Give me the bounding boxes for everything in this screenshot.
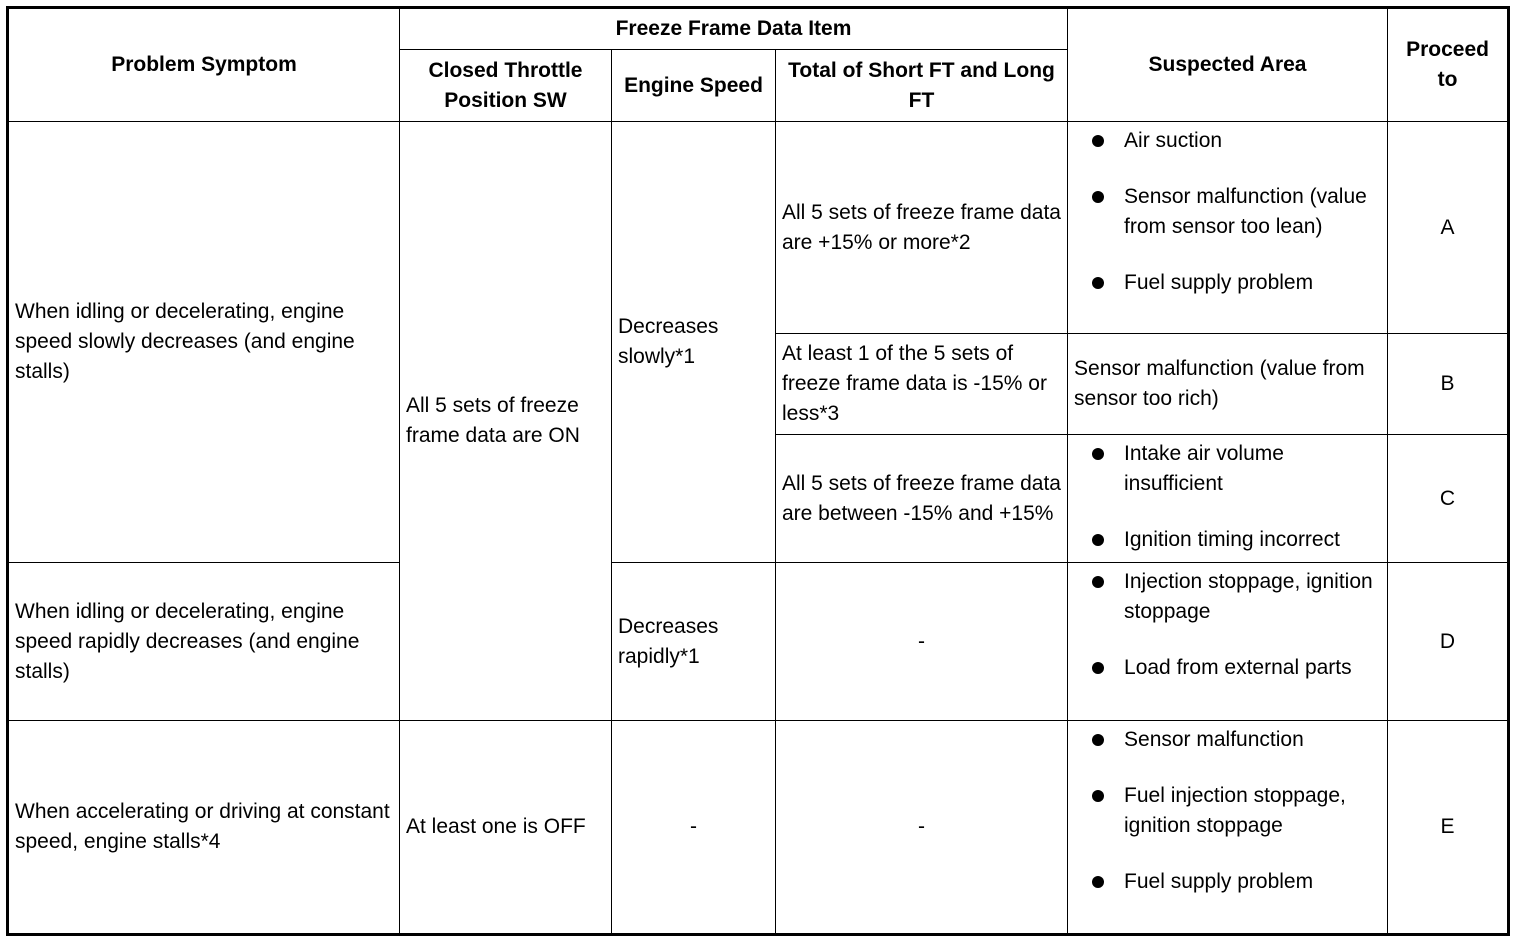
suspected-area-c xyxy=(1068,435,1388,563)
ft-dash-d: - xyxy=(776,563,1068,721)
list-item: Injection stoppage, ignition stoppage xyxy=(1074,567,1381,627)
engine-speed-decreases-rapidly: Decreases rapidly*1 xyxy=(612,563,776,721)
suspected-list-e xyxy=(1074,725,1381,897)
proceed-b: B xyxy=(1388,334,1509,435)
header-closed-throttle-position-sw: Closed Throttle Position SW xyxy=(400,50,612,122)
proceed-e: E xyxy=(1388,721,1509,935)
proceed-a: A xyxy=(1388,122,1509,334)
suspected-area-e xyxy=(1068,721,1388,935)
ft-plus-15-or-more: All 5 sets of freeze frame data are +15% or more*2 xyxy=(776,122,1068,334)
header-proceed-to: Proceed to xyxy=(1388,8,1509,122)
list-item: Fuel supply problem xyxy=(1074,268,1381,298)
ft-dash-e: - xyxy=(776,721,1068,935)
header-freeze-frame-data-item: Freeze Frame Data Item xyxy=(400,8,1068,50)
engine-speed-decreases-slowly: Decreases slowly*1 xyxy=(612,122,776,563)
ft-minus-15-or-less: At least 1 of the 5 sets of freeze frame data is -15% or less*3 xyxy=(776,334,1068,435)
list-item: Fuel injection stoppage, ignition stoppage xyxy=(1074,781,1381,841)
list-item: Load from external parts xyxy=(1074,653,1381,683)
header-total-ft: Total of Short FT and Long FT xyxy=(776,50,1068,122)
suspected-area-d xyxy=(1068,563,1388,721)
symptom-rapid-decrease: When idling or decelerating, engine speed rapidly decreases (and engine stalls) xyxy=(8,563,400,721)
list-item: Sensor malfunction (value from sensor too lean) xyxy=(1074,182,1381,242)
suspected-area-a xyxy=(1068,122,1388,334)
throttle-all-on: All 5 sets of freeze frame data are ON xyxy=(400,122,612,721)
header-problem-symptom: Problem Symptom xyxy=(8,8,400,122)
symptom-stalls-accelerating: When accelerating or driving at constant speed, engine stalls*4 xyxy=(8,721,400,935)
suspected-area-b: Sensor malfunction (value from sensor too rich) xyxy=(1068,334,1388,435)
proceed-c: C xyxy=(1388,435,1509,563)
suspected-list-a xyxy=(1074,126,1381,298)
list-item: Intake air volume insufficient xyxy=(1074,439,1381,499)
list-item: Air suction xyxy=(1074,126,1381,156)
throttle-at-least-one-off: At least one is OFF xyxy=(400,721,612,935)
ft-between-15: All 5 sets of freeze frame data are between -15% and +15% xyxy=(776,435,1068,563)
suspected-list-c xyxy=(1074,439,1381,555)
header-engine-speed: Engine Speed xyxy=(612,50,776,122)
list-item: Ignition timing incorrect xyxy=(1074,525,1381,555)
list-item: Sensor malfunction xyxy=(1074,725,1381,755)
list-item: Fuel supply problem xyxy=(1074,867,1381,897)
header-suspected-area: Suspected Area xyxy=(1068,8,1388,122)
symptom-slow-decrease: When idling or decelerating, engine speed slowly decreases (and engine stalls) xyxy=(8,122,400,563)
engine-speed-dash-e: - xyxy=(612,721,776,935)
proceed-d: D xyxy=(1388,563,1509,721)
diagnosis-table xyxy=(6,6,1510,936)
suspected-list-d xyxy=(1074,567,1381,683)
